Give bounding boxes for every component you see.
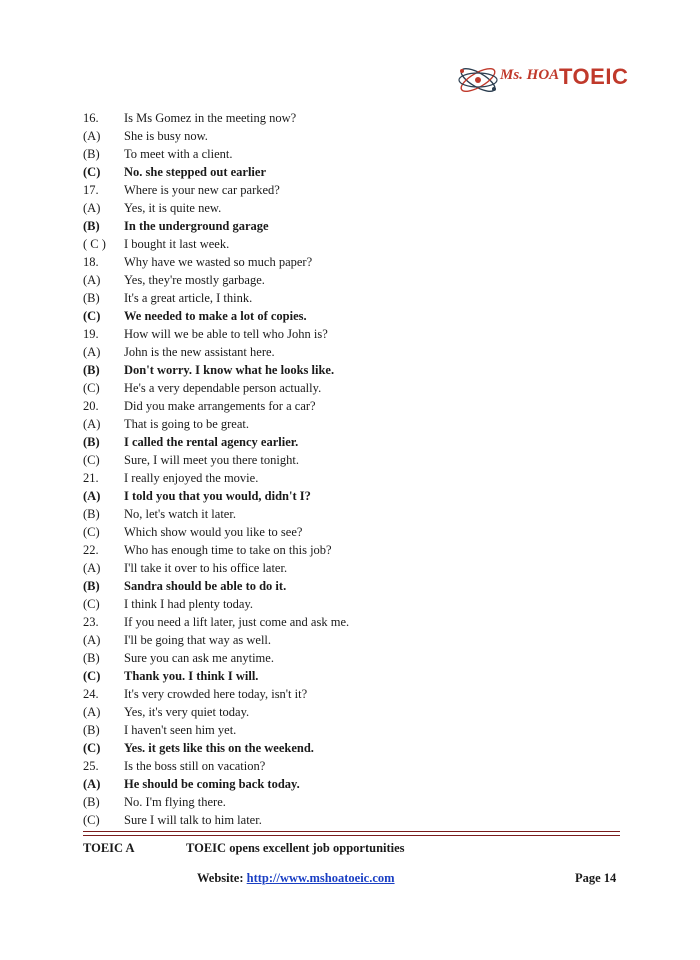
answer-line-correct — [83, 433, 603, 451]
line-text: Yes, it is quite new. — [124, 201, 222, 215]
line-text: Sure I will talk to him later. — [124, 813, 262, 827]
line-text: She is busy now. — [124, 129, 208, 143]
answer-line — [83, 109, 603, 127]
answer-line — [83, 397, 603, 415]
answer-line-correct — [83, 775, 603, 793]
answer-line — [83, 379, 603, 397]
line-label: (A) — [83, 561, 101, 575]
line-text: I told you that you would, didn't I? — [124, 489, 311, 503]
answer-line — [83, 649, 603, 667]
line-text: Sure you can ask me anytime. — [124, 651, 274, 665]
question-answer-list — [83, 109, 603, 829]
line-label: (B) — [83, 723, 100, 737]
line-label: 16. — [83, 111, 99, 125]
line-label: ( C ) — [83, 237, 106, 251]
website-link[interactable]: http://www.mshoatoeic.com — [246, 871, 395, 885]
answer-line — [83, 631, 603, 649]
line-text: We needed to make a lot of copies. — [124, 309, 307, 323]
line-label: (B) — [83, 579, 100, 593]
answer-line-correct — [83, 217, 603, 235]
line-text: In the underground garage — [124, 219, 269, 233]
line-label: (C) — [83, 669, 101, 683]
website-line — [197, 871, 395, 886]
answer-line-correct — [83, 577, 603, 595]
line-text: Why have we wasted so much paper? — [124, 255, 313, 269]
answer-line — [83, 127, 603, 145]
answer-line — [83, 703, 603, 721]
line-label: (C) — [83, 165, 101, 179]
website-label: Website: — [197, 871, 244, 885]
line-text: Which show would you like to see? — [124, 525, 303, 539]
line-text: Who has enough time to take on this job? — [124, 543, 332, 557]
line-label: 25. — [83, 759, 99, 773]
answer-line — [83, 415, 603, 433]
answer-line-correct — [83, 739, 603, 757]
line-text: Sandra should be able to do it. — [124, 579, 287, 593]
line-label: 22. — [83, 543, 99, 557]
line-label: (C) — [83, 309, 101, 323]
line-label: 21. — [83, 471, 99, 485]
line-text: He should be coming back today. — [124, 777, 300, 791]
line-text: Is Ms Gomez in the meeting now? — [124, 111, 297, 125]
answer-line — [83, 523, 603, 541]
answer-line — [83, 145, 603, 163]
answer-line — [83, 253, 603, 271]
line-label: 23. — [83, 615, 99, 629]
line-text: No, let's watch it later. — [124, 507, 236, 521]
line-label: (B) — [83, 651, 100, 665]
line-label: (C) — [83, 741, 101, 755]
line-label: 19. — [83, 327, 99, 341]
line-label: (B) — [83, 435, 100, 449]
footer-label: TOEIC A — [83, 841, 135, 855]
answer-line — [83, 235, 603, 253]
line-label: (A) — [83, 705, 101, 719]
line-text: It's very crowded here today, isn't it? — [124, 687, 308, 701]
line-label: (C) — [83, 381, 100, 395]
line-text: No. I'm flying there. — [124, 795, 226, 809]
line-label: (B) — [83, 291, 100, 305]
line-text: It's a great article, I think. — [124, 291, 253, 305]
line-text: I'll be going that way as well. — [124, 633, 272, 647]
line-text: Sure, I will meet you there tonight. — [124, 453, 299, 467]
answer-line — [83, 613, 603, 631]
line-text: I think I had plenty today. — [124, 597, 254, 611]
line-text: I really enjoyed the movie. — [124, 471, 259, 485]
line-text: Where is your new car parked? — [124, 183, 280, 197]
line-text: No. she stepped out earlier — [124, 165, 266, 179]
line-label: 20. — [83, 399, 99, 413]
line-text: Did you make arrangements for a car? — [124, 399, 316, 413]
line-text: I haven't seen him yet. — [124, 723, 237, 737]
answer-line — [83, 559, 603, 577]
line-text: John is the new assistant here. — [124, 345, 275, 359]
answer-line — [83, 721, 603, 739]
line-label: (B) — [83, 795, 100, 809]
line-label: (C) — [83, 525, 100, 539]
answer-line — [83, 541, 603, 559]
answer-line — [83, 343, 603, 361]
line-label: (C) — [83, 597, 100, 611]
answer-line — [83, 505, 603, 523]
answer-line — [83, 811, 603, 829]
answer-line — [83, 469, 603, 487]
line-text: If you need a lift later, just come and ask me. — [124, 615, 350, 629]
line-label: (A) — [83, 345, 101, 359]
line-text: Don't worry. I know what he looks like. — [124, 363, 335, 377]
answer-line — [83, 271, 603, 289]
logo-script: Ms. HOA — [500, 67, 560, 83]
line-label: (B) — [83, 363, 100, 377]
line-label: (A) — [83, 633, 101, 647]
line-text: That is going to be great. — [124, 417, 249, 431]
line-text: He's a very dependable person actually. — [124, 381, 322, 395]
line-text: I bought it last week. — [124, 237, 230, 251]
answer-line — [83, 451, 603, 469]
answer-line — [83, 757, 603, 775]
line-text: I called the rental agency earlier. — [124, 435, 299, 449]
brand-logo — [456, 62, 629, 98]
footer-divider — [83, 831, 620, 832]
footer-tagline: TOEIC opens excellent job opportunities — [186, 841, 405, 855]
line-label: (C) — [83, 453, 100, 467]
line-text: Is the boss still on vacation? — [124, 759, 266, 773]
answer-line-correct — [83, 667, 603, 685]
answer-line-correct — [83, 163, 603, 181]
answer-line — [83, 595, 603, 613]
line-label: 18. — [83, 255, 99, 269]
line-label: 17. — [83, 183, 99, 197]
line-text: Yes, they're mostly garbage. — [124, 273, 265, 287]
line-label: 24. — [83, 687, 99, 701]
answer-line — [83, 793, 603, 811]
line-label: (A) — [83, 489, 101, 503]
line-label: (A) — [83, 201, 101, 215]
answer-line-correct — [83, 487, 603, 505]
line-label: (B) — [83, 507, 100, 521]
answer-line — [83, 289, 603, 307]
line-text: Yes, it's very quiet today. — [124, 705, 250, 719]
answer-line — [83, 181, 603, 199]
page-number: Page 14 — [575, 871, 617, 885]
line-label: (C) — [83, 813, 100, 827]
line-label: (B) — [83, 219, 100, 233]
answer-line-correct — [83, 361, 603, 379]
line-text: Yes. it gets like this on the weekend. — [124, 741, 314, 755]
line-label: (A) — [83, 777, 101, 791]
line-label: (A) — [83, 129, 101, 143]
line-text: To meet with a client. — [124, 147, 233, 161]
line-label: (A) — [83, 417, 101, 431]
answer-line — [83, 325, 603, 343]
line-text: I'll take it over to his office later. — [124, 561, 288, 575]
answer-line — [83, 199, 603, 217]
answer-line — [83, 685, 603, 703]
line-text: How will we be able to tell who John is? — [124, 327, 328, 341]
logo-brand: TOEIC — [559, 64, 629, 89]
footer-divider — [83, 835, 620, 836]
answer-line-correct — [83, 307, 603, 325]
line-label: (A) — [83, 273, 101, 287]
line-text: Thank you. I think I will. — [124, 669, 259, 683]
line-label: (B) — [83, 147, 100, 161]
atom-logo-icon — [456, 62, 500, 98]
